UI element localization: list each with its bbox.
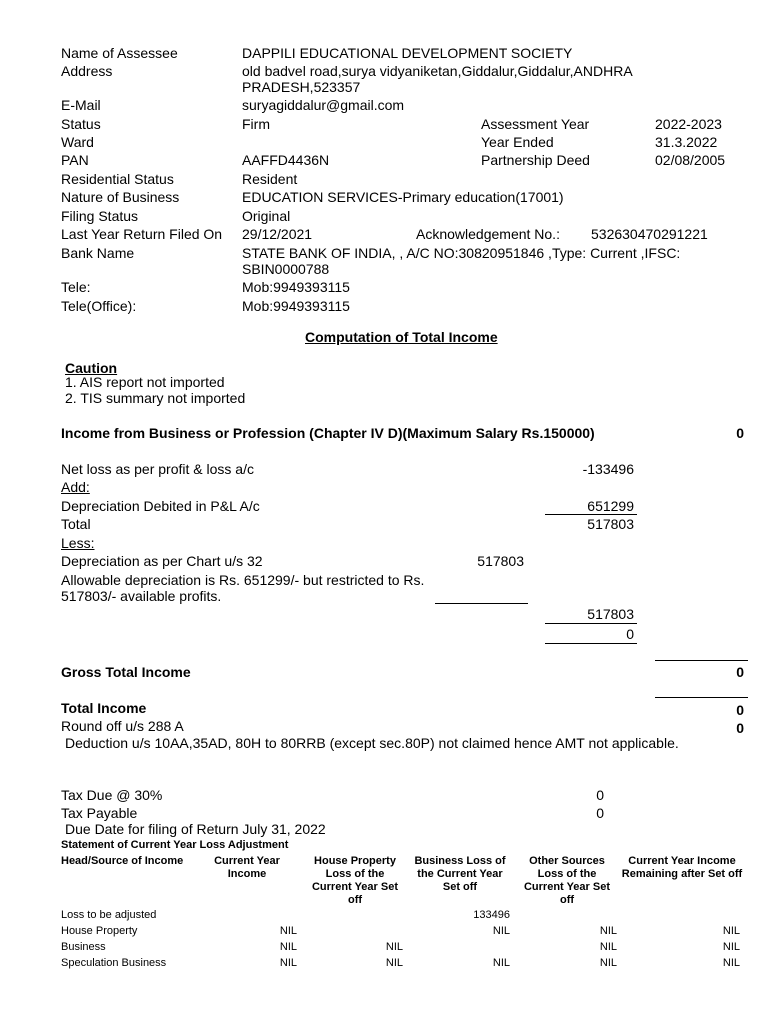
bank-value: STATE BANK OF INDIA, , A/C NO:30820951846 ,Type: Current ,IFSC: SBIN0000788 <box>242 245 681 277</box>
table-cell: NIL <box>599 957 617 969</box>
column-header: Head/Source of Income <box>61 855 184 867</box>
total-value: 517803 <box>587 516 634 532</box>
net-value: 0 <box>626 626 634 642</box>
bank-label: Bank Name <box>61 245 135 261</box>
total-label: Total <box>61 516 91 532</box>
name-value: DAPPILI EDUCATIONAL DEVELOPMENT SOCIETY <box>242 45 573 61</box>
round-off-label: Round off u/s 288 A <box>61 718 184 734</box>
filing-status-value: Original <box>242 208 291 224</box>
assessment-year-label: Assessment Year <box>481 116 590 132</box>
tax-payable-value: 0 <box>596 805 604 821</box>
tele-label: Tele: <box>61 279 91 295</box>
add-label: Add: <box>61 479 90 495</box>
table-cell-head: Speculation Business <box>61 957 167 969</box>
column-header: Current Year Income Remaining after Set off <box>621 855 743 880</box>
table-cell: NIL <box>599 941 617 953</box>
partnership-deed-value: 02/08/2005 <box>655 152 726 168</box>
due-date-note: Due Date for filing of Return July 31, 2022 <box>65 821 326 837</box>
table-cell-head: Business <box>61 941 106 953</box>
caution-title: Caution <box>65 360 118 376</box>
residential-status-value: Resident <box>242 171 298 187</box>
tele-office-value: Mob:9949393115 <box>242 298 350 314</box>
net-loss-value: -133496 <box>582 461 634 477</box>
pan-value: AAFFD4436N <box>242 152 330 168</box>
depreciation-debited-value: 651299 <box>587 498 634 514</box>
table-cell: NIL <box>385 941 403 953</box>
table-cell: NIL <box>385 957 403 969</box>
depreciation-debited-label: Depreciation Debited in P&L A/c <box>61 498 260 514</box>
status-value: Firm <box>242 116 270 132</box>
status-label: Status <box>61 116 101 132</box>
year-ended-value: 31.3.2022 <box>655 134 718 150</box>
table-cell: NIL <box>722 925 740 937</box>
last-return-value: 29/12/2021 <box>242 226 313 242</box>
computation-title: Computation of Total Income <box>305 329 498 345</box>
gross-total-income-label: Gross Total Income <box>61 664 191 680</box>
table-cell: NIL <box>722 957 740 969</box>
tax-payable-label: Tax Payable <box>61 805 138 821</box>
allowable-note: Allowable depreciation is Rs. 651299/- but restricted to Rs. 517803/- available profits. <box>61 572 425 604</box>
caution-item: 1. AIS report not imported <box>65 374 225 390</box>
email-value: suryagiddalur@gmail.com <box>242 97 405 113</box>
acknowledgement-value: 532630470291221 <box>591 226 708 242</box>
round-off-value: 0 <box>736 720 744 736</box>
year-ended-label: Year Ended <box>481 134 554 150</box>
filing-status-label: Filing Status <box>61 208 139 224</box>
rule <box>545 514 637 515</box>
tax-due-label: Tax Due @ 30% <box>61 787 163 803</box>
nature-of-business-label: Nature of Business <box>61 189 180 205</box>
table-cell: 133496 <box>473 909 510 921</box>
table-cell: NIL <box>722 941 740 953</box>
tax-due-value: 0 <box>596 787 604 803</box>
address-value: old badvel road,surya vidyaniketan,Giddalur,Giddalur,ANDHRA PRADESH,523357 <box>242 63 632 95</box>
address-label: Address <box>61 63 113 79</box>
caution-item: 2. TIS summary not imported <box>65 390 246 406</box>
depreciation-chart-label: Depreciation as per Chart u/s 32 <box>61 553 263 569</box>
rule <box>655 660 748 661</box>
assessment-year-value: 2022-2023 <box>655 116 722 132</box>
residential-status-label: Residential Status <box>61 171 174 187</box>
table-cell: NIL <box>279 925 297 937</box>
gross-total-income-value: 0 <box>736 664 744 680</box>
name-label: Name of Assessee <box>61 45 178 61</box>
rule <box>655 697 748 698</box>
loss-table-title: Statement of Current Year Loss Adjustment <box>61 839 289 851</box>
table-cell: NIL <box>492 925 510 937</box>
last-return-label: Last Year Return Filed On <box>61 226 223 242</box>
table-cell: NIL <box>599 925 617 937</box>
less-total-value: 517803 <box>587 606 634 622</box>
table-cell: NIL <box>279 941 297 953</box>
depreciation-chart-value: 517803 <box>477 553 524 569</box>
email-label: E-Mail <box>61 97 101 113</box>
table-cell-head: Loss to be adjusted <box>61 909 157 921</box>
column-header: Business Loss of the Current Year Set off <box>414 855 506 893</box>
total-income-label: Total Income <box>61 700 147 716</box>
acknowledgement-label: Acknowledgement No.: <box>416 226 560 242</box>
table-cell: NIL <box>492 957 510 969</box>
column-header: Current Year Income <box>214 855 280 880</box>
rule <box>545 643 637 644</box>
table-cell: NIL <box>279 957 297 969</box>
nature-of-business-value: EDUCATION SERVICES-Primary education(17001) <box>242 189 564 205</box>
total-income-value: 0 <box>736 702 744 718</box>
column-header: Other Sources Loss of the Current Year Set off <box>523 855 610 906</box>
column-header: House Property Loss of the Current Year Set off <box>311 855 398 906</box>
table-cell-head: House Property <box>61 925 138 937</box>
partnership-deed-label: Partnership Deed <box>481 152 590 168</box>
tele-office-label: Tele(Office): <box>61 298 137 314</box>
ward-label: Ward <box>61 134 94 150</box>
business-total: 0 <box>736 425 744 441</box>
deduction-note: Deduction u/s 10AA,35AD, 80H to 80RRB (except sec.80P) not claimed hence AMT not applicable. <box>65 735 679 751</box>
rule <box>435 603 528 604</box>
rule <box>545 623 637 624</box>
business-heading: Income from Business or Profession (Chapter IV D)(Maximum Salary Rs.150000) <box>61 425 595 441</box>
tele-value: Mob:9949393115 <box>242 279 350 295</box>
net-loss-label: Net loss as per profit & loss a/c <box>61 461 254 477</box>
pan-label: PAN <box>61 152 89 168</box>
less-label: Less: <box>61 535 95 551</box>
